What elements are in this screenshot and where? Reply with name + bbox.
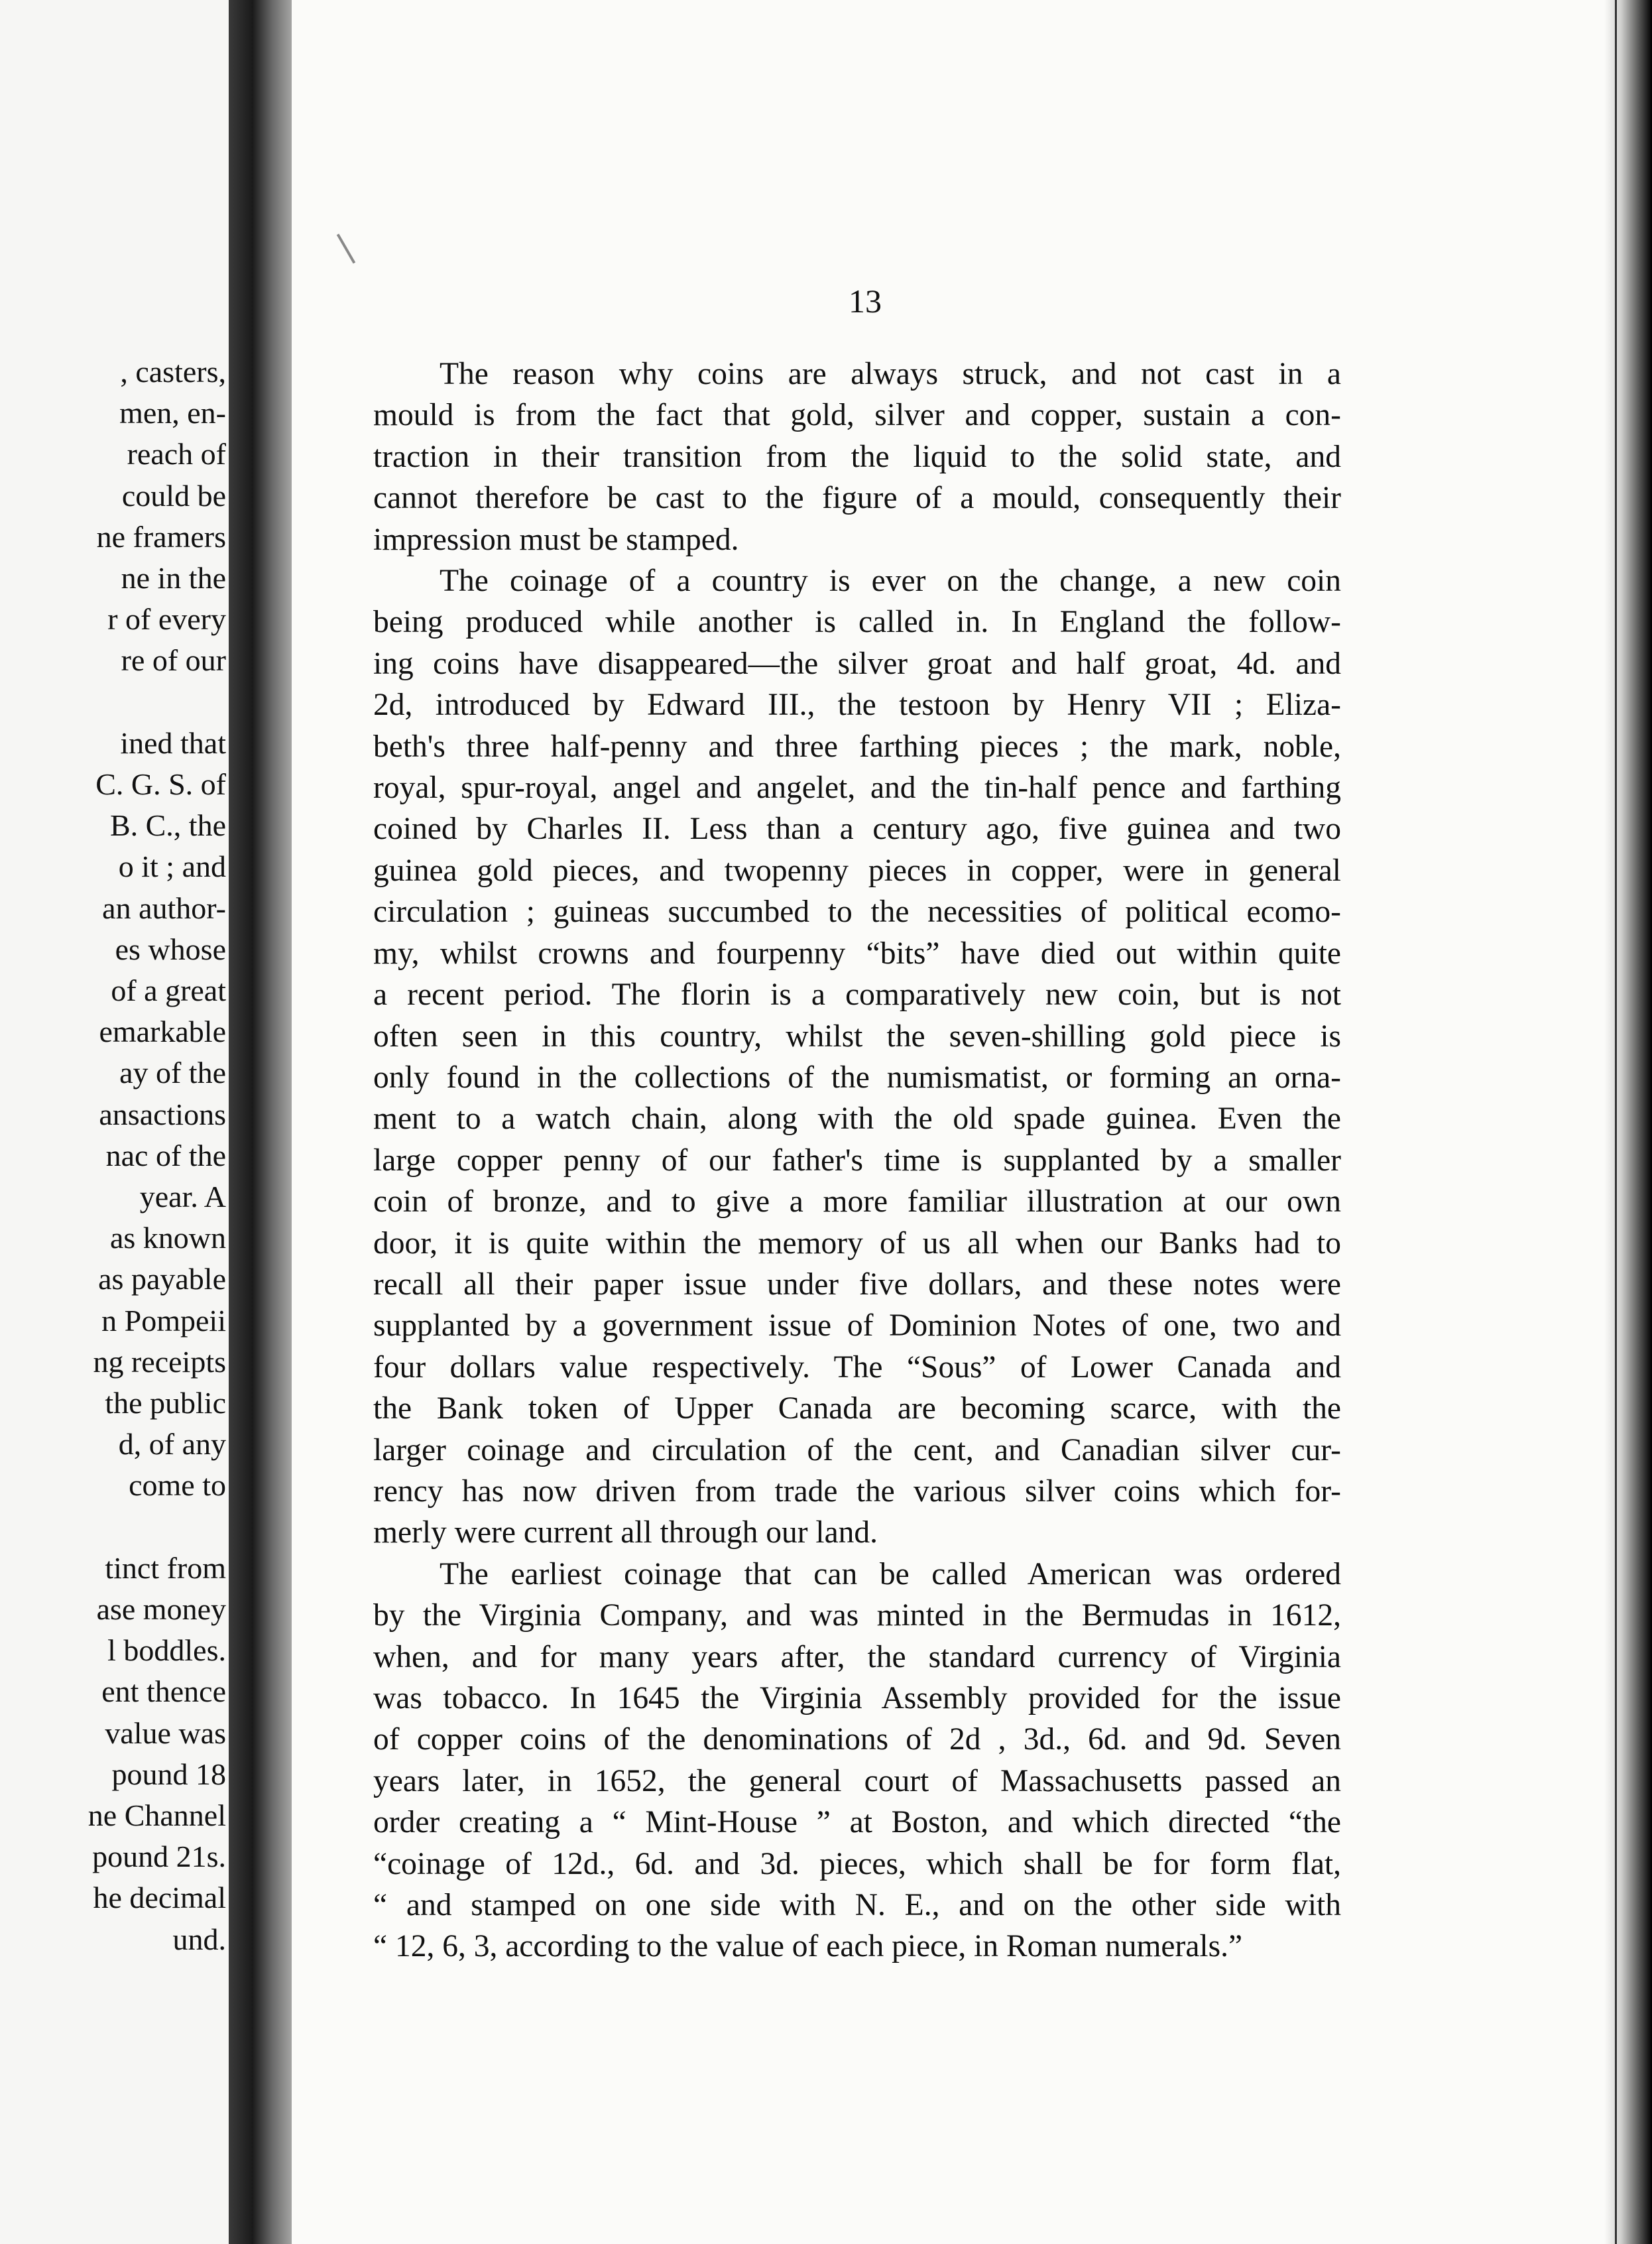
text-line: guinea gold pieces, and twopenny pieces in copper, were in general [373, 853, 1341, 888]
left-page-line: ent thence [101, 1674, 226, 1709]
left-page-line: ase money [96, 1592, 226, 1626]
left-page-line: pound 18 [111, 1757, 226, 1791]
left-page-line: as payable [98, 1262, 226, 1296]
left-page-line: ne in the [121, 561, 226, 595]
text-line: The reason why coins are always struck, and not cast in a [440, 357, 1341, 391]
text-line: cannot therefore be cast to the figure of a mould, consequently their [373, 481, 1341, 516]
text-line: being produced while another is called in. In England the follow- [373, 605, 1341, 640]
text-line: the Bank token of Upper Canada are becoming scarce, with the [373, 1391, 1341, 1426]
left-page-line: the public [105, 1386, 226, 1420]
left-page-line: pound 21s. [92, 1839, 226, 1874]
text-line: when, and for many years after, the standard currency of Virginia [373, 1639, 1341, 1674]
text-line: The coinage of a country is ever on the change, a new coin [440, 564, 1341, 599]
text-line: rency has now driven from trade the various silver coins which for- [373, 1473, 1341, 1509]
left-page-line: tinct from [105, 1550, 226, 1585]
left-page-line: emarkable [99, 1015, 226, 1049]
text-line: four dollars value respectively. The “Sous” of Lower Canada and [373, 1349, 1341, 1385]
left-page-line: l boddles. [107, 1633, 226, 1668]
left-page-line: B. C., the [109, 808, 226, 843]
text-line: larger coinage and circulation of the cent, and Canadian silver cur- [373, 1432, 1341, 1467]
page-number: 13 [849, 282, 882, 320]
left-page-line: es whose [115, 932, 226, 966]
text-line: beth's three half-penny and three farthing pieces ; the mark, noble, [373, 729, 1341, 764]
left-page-line: year. A [139, 1180, 226, 1214]
text-line: “ and stamped on one side with N. E., and on the other side with [373, 1888, 1341, 1923]
text-line: “coinage of 12d., 6d. and 3d. pieces, which shall be for form flat, [373, 1846, 1341, 1881]
left-page-line: men, en- [119, 396, 226, 430]
left-page-line: ay of the [119, 1056, 226, 1090]
left-page-line: come to [129, 1468, 226, 1503]
page-edge-shadow [1604, 0, 1652, 2244]
text-line: of copper coins of the denominations of 2d , 3d., 6d. and 9d. Seven [373, 1722, 1341, 1757]
left-page-line: ne framers [96, 519, 226, 554]
left-page-line: n Pompeii [101, 1303, 226, 1338]
left-page-line: r of every [107, 602, 226, 637]
left-page-line: d, of any [118, 1427, 226, 1462]
left-page-line: reach of [127, 437, 226, 471]
left-page-line: of a great [111, 973, 226, 1007]
left-page-line: value was [105, 1715, 226, 1750]
left-page-line: re of our [121, 643, 226, 678]
text-line: merly were current all through our land. [373, 1515, 878, 1550]
text-line: coin of bronze, and to give a more familiar illustration at our own [373, 1184, 1341, 1219]
left-page-line: nac of the [105, 1138, 226, 1172]
left-page-line: o it ; and [118, 849, 226, 884]
left-page-line: could be [121, 478, 226, 513]
left-page-line: , casters, [120, 355, 226, 389]
text-line: coined by Charles II. Less than a century ago, five guinea and two [373, 812, 1341, 847]
text-line: was tobacco. In 1645 the Virginia Assembly provided for the issue [373, 1681, 1341, 1715]
text-line: supplanted by a government issue of Dominion Notes of one, two and [373, 1308, 1341, 1343]
page-edge-line [1615, 0, 1617, 2244]
text-line: ment to a watch chain, along with the old spade guinea. Even the [373, 1101, 1341, 1137]
text-line: only found in the collections of the numismatist, or forming an orna- [373, 1060, 1341, 1095]
text-line: 2d, introduced by Edward III., the testoon by Henry VII ; Eliza- [373, 688, 1341, 723]
text-line: impression must be stamped. [373, 522, 739, 557]
text-line: large copper penny of our father's time is supplanted by a smaller [373, 1143, 1341, 1178]
text-line: my, whilst crowns and fourpenny “bits” have died out within quite [373, 936, 1341, 971]
left-page-line: an author- [102, 891, 226, 925]
page-body-text [373, 353, 1341, 1967]
text-line: by the Virginia Company, and was minted in the Bermudas in 1612, [373, 1598, 1341, 1633]
left-page-line: und. [172, 1922, 226, 1956]
left-page-line: ansactions [99, 1097, 226, 1131]
text-line: The earliest coinage that can be called American was ordered [440, 1556, 1341, 1591]
left-page-line: ined that [120, 725, 226, 760]
left-page-line: as known [109, 1221, 226, 1255]
text-line: mould is from the fact that gold, silver and copper, sustain a con- [373, 398, 1341, 433]
text-line: often seen in this country, whilst the seven-shilling gold piece is [373, 1019, 1341, 1054]
left-page-line: ne Channel [88, 1798, 226, 1832]
text-line: traction in their transition from the liquid to the solid state, and [373, 439, 1341, 474]
left-page-line: C. G. S. of [95, 767, 226, 801]
text-line: royal, spur-royal, angel and angelet, and the tin-half pence and farthing [373, 771, 1341, 806]
text-line: “ 12, 6, 3, according to the value of each piece, in Roman numerals.” [373, 1929, 1243, 1964]
text-line: circulation ; guineas succumbed to the necessities of political ecomo- [373, 895, 1341, 930]
paragraph [373, 353, 1341, 560]
text-line: a recent period. The florin is a comparatively new coin, but is not [373, 977, 1341, 1013]
text-line: door, it is quite within the memory of us all when our Banks had to [373, 1225, 1341, 1261]
text-line: years later, in 1652, the general court of Massachusetts passed an [373, 1763, 1341, 1798]
paragraph [373, 1554, 1341, 1967]
text-line: ing coins have disappeared—the silver groat and half groat, 4d. and [373, 646, 1341, 681]
left-page-line: ng receipts [93, 1344, 226, 1379]
left-page-line: he decimal [93, 1881, 226, 1915]
text-line: recall all their paper issue under five dollars, and these notes were [373, 1267, 1341, 1302]
text-line: order creating a “ Mint-House ” at Boston, and which directed “the [373, 1805, 1341, 1840]
paragraph [373, 560, 1341, 1554]
